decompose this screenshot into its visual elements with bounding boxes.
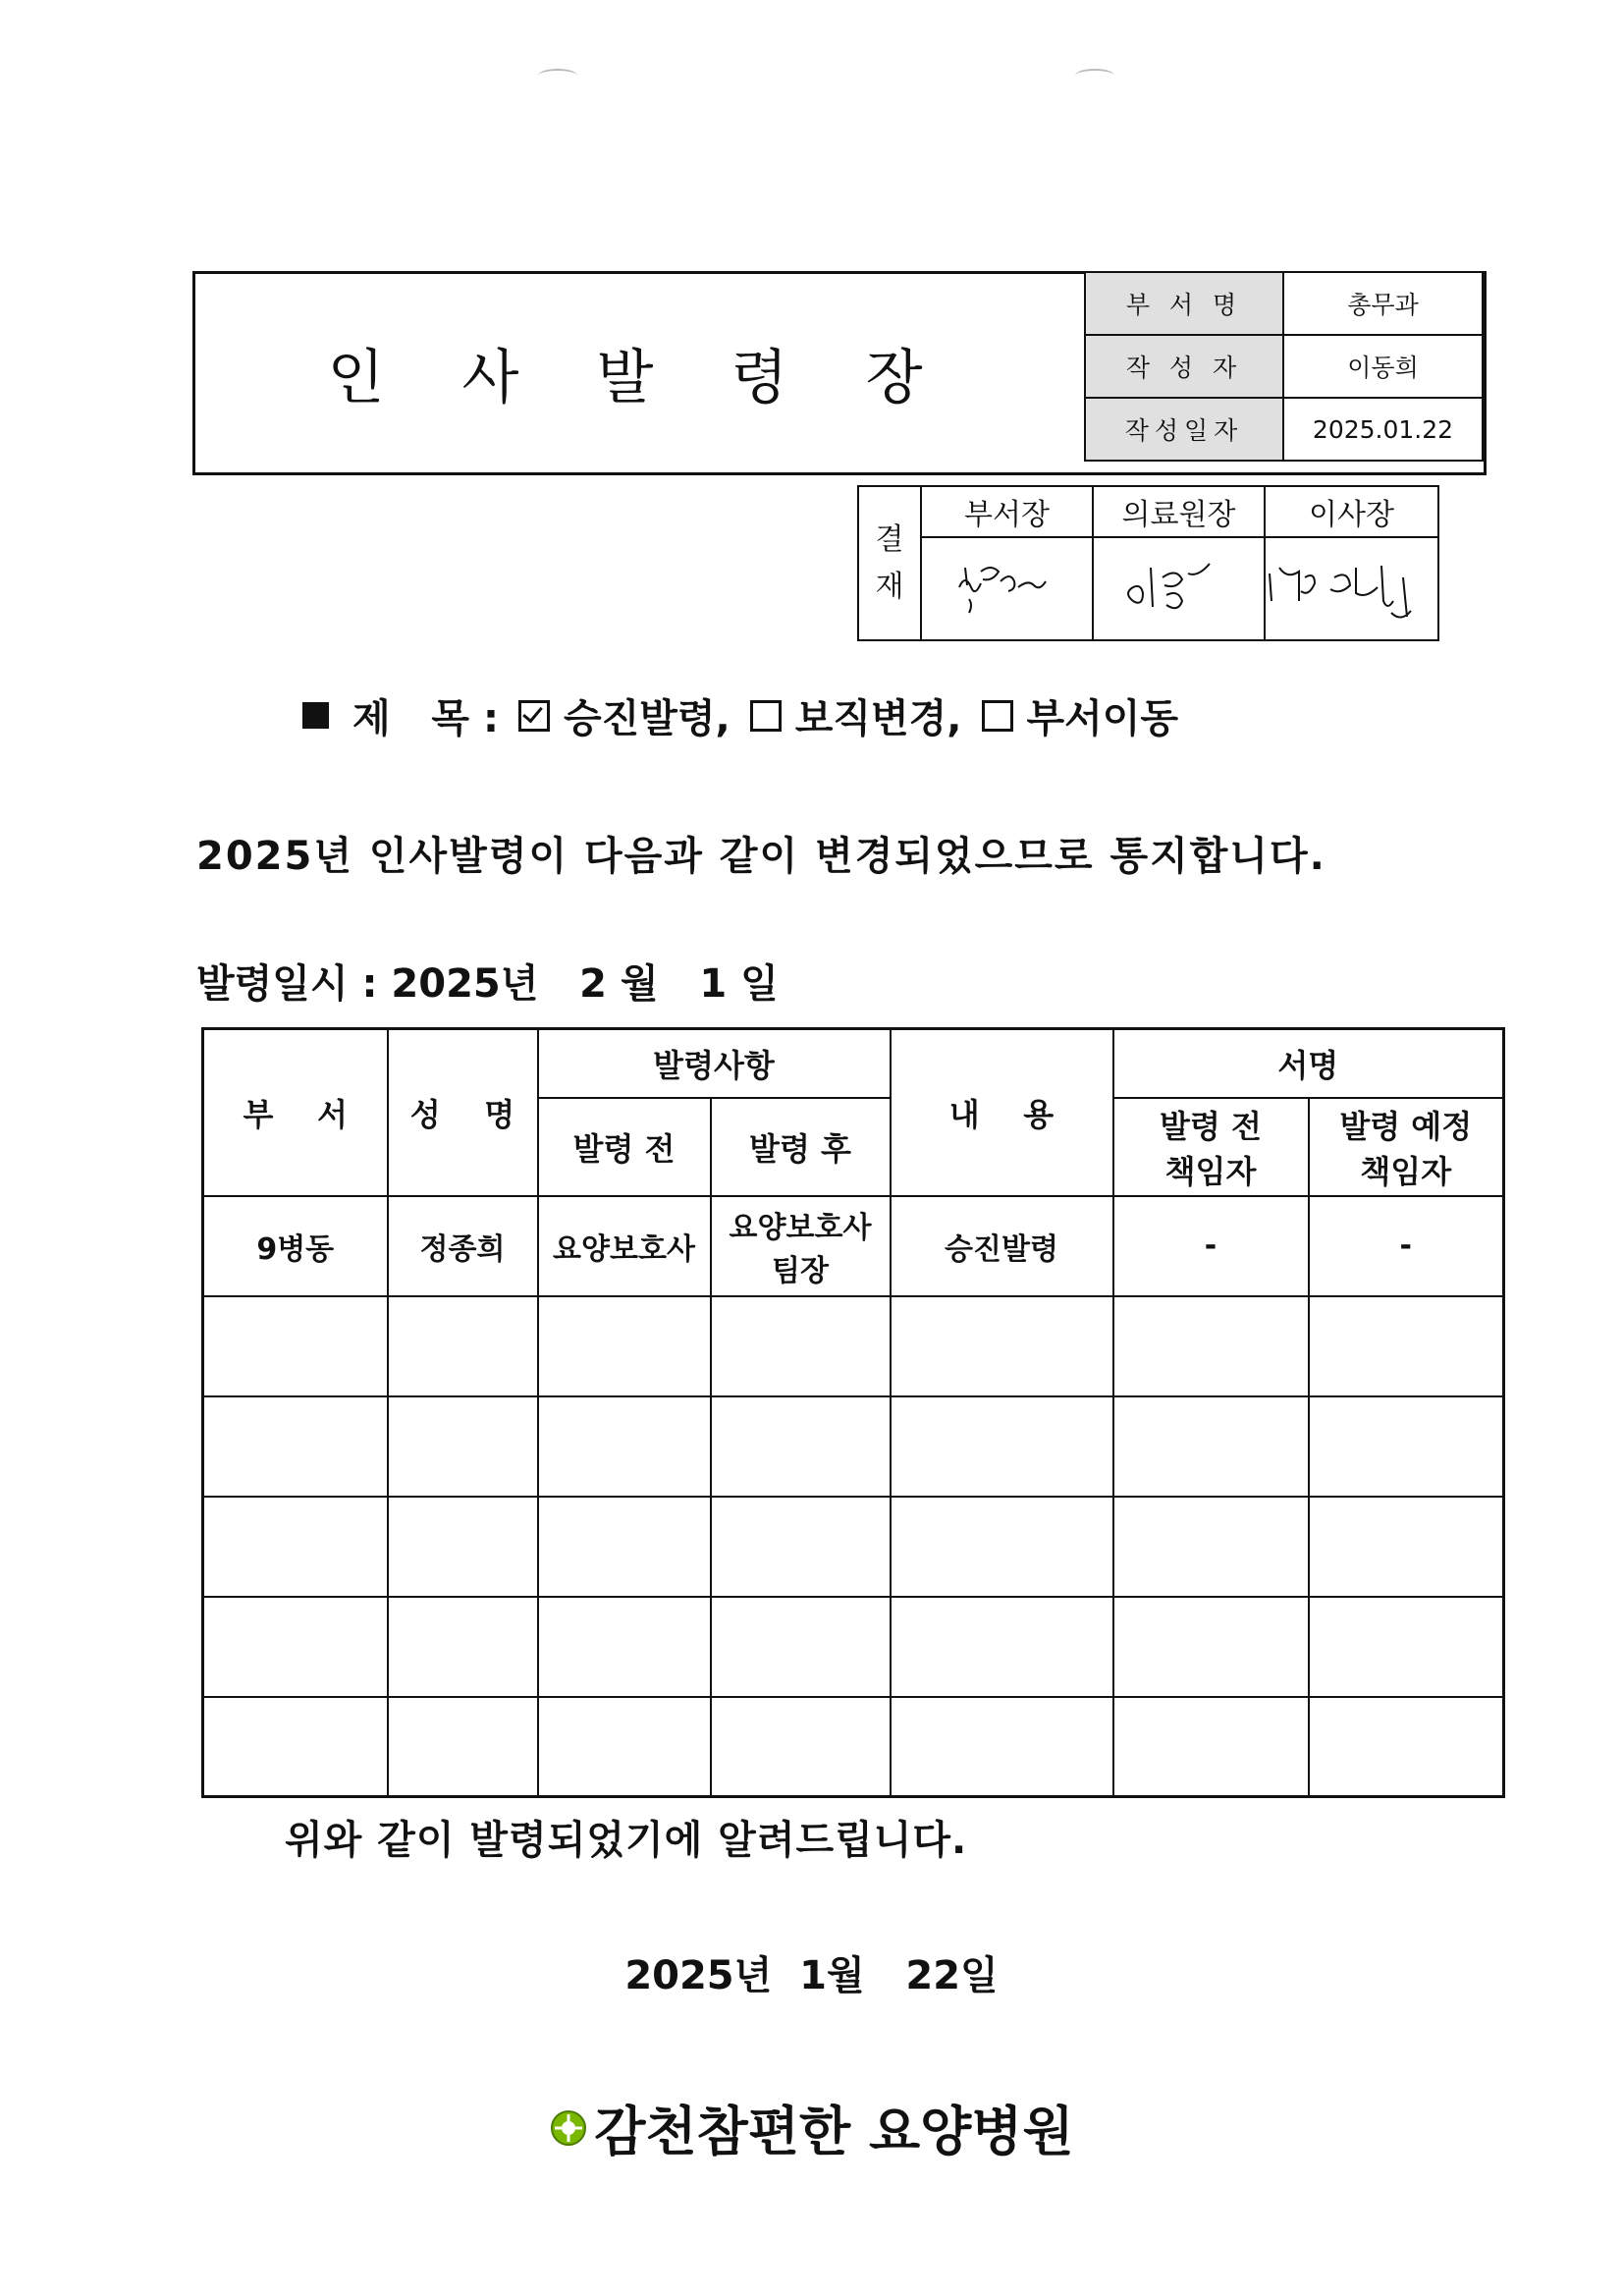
header-name: 성 명 bbox=[388, 1029, 538, 1196]
approval-side-label bbox=[858, 486, 921, 640]
header-sign-after bbox=[1309, 1098, 1504, 1196]
header-box bbox=[192, 271, 1487, 475]
header-sign-before bbox=[1113, 1098, 1309, 1196]
personnel-table bbox=[201, 1027, 1505, 1798]
cell-sign-before: - bbox=[1113, 1196, 1309, 1296]
hospital-logo-icon bbox=[549, 2108, 588, 2148]
dept-value: 총무과 bbox=[1283, 272, 1483, 335]
author-value: 이동희 bbox=[1283, 335, 1483, 398]
cell-after-line1: 요양보호사 bbox=[729, 1210, 872, 1245]
header-sign-after-line1: 발령 예정 bbox=[1339, 1107, 1473, 1145]
punch-mark-left bbox=[538, 69, 577, 82]
signature-chairman bbox=[1265, 537, 1438, 640]
cell-content: 승진발령 bbox=[891, 1196, 1113, 1296]
cell-after-line2: 팀장 bbox=[772, 1253, 829, 1288]
author-label: 작 성 자 bbox=[1085, 335, 1283, 398]
organization-name: 감천참편한 요양병원 bbox=[594, 2101, 1074, 2162]
signature-medical-director-image bbox=[1094, 538, 1264, 631]
approval-side-label-1: 결 bbox=[875, 521, 904, 557]
document-title: 인 사 발 령 장 bbox=[327, 344, 952, 412]
effective-date: 발령일시 : 2025년 2 월 1 일 bbox=[196, 961, 779, 1007]
punch-mark-right bbox=[1075, 69, 1114, 82]
cell-dept: 9병동 bbox=[203, 1196, 388, 1296]
header-order: 발령사항 bbox=[538, 1029, 891, 1098]
approval-role-medical-director: 의료원장 bbox=[1093, 486, 1265, 537]
approval-side-label-2: 재 bbox=[875, 569, 904, 604]
table-row-empty bbox=[203, 1396, 1504, 1497]
header-sign: 서명 bbox=[1113, 1029, 1504, 1098]
date-label: 작성일자 bbox=[1085, 398, 1283, 461]
checkbox-position-change[interactable] bbox=[750, 700, 782, 732]
header-dept: 부 서 bbox=[203, 1029, 388, 1196]
header-sign-before-line1: 발령 전 bbox=[1160, 1107, 1262, 1145]
checkbox-promotion[interactable] bbox=[518, 700, 550, 732]
option-position-change-label: 보직변경, bbox=[794, 696, 962, 741]
signature-dept-head-image bbox=[922, 538, 1092, 631]
cell-after bbox=[711, 1196, 891, 1296]
checkbox-dept-transfer[interactable] bbox=[982, 700, 1013, 732]
date-value: 2025.01.22 bbox=[1283, 398, 1483, 461]
option-promotion-label: 승진발령, bbox=[563, 696, 730, 741]
approval-role-chairman: 이사장 bbox=[1265, 486, 1438, 537]
option-dept-transfer-label: 부서이동 bbox=[1026, 696, 1179, 741]
header-content: 내 용 bbox=[891, 1029, 1113, 1196]
approval-box bbox=[857, 485, 1439, 641]
signature-medical-director bbox=[1093, 537, 1265, 640]
closing-text: 위와 같이 발령되었기에 알려드립니다. bbox=[285, 1818, 968, 1863]
table-row bbox=[203, 1196, 1504, 1296]
document-info-table bbox=[1084, 271, 1484, 462]
subject-label: 제 목 : bbox=[352, 696, 499, 741]
signature-dept-head bbox=[921, 537, 1093, 640]
header-sign-after-line2: 책임자 bbox=[1360, 1152, 1452, 1190]
header-after: 발령 후 bbox=[711, 1098, 891, 1196]
subject-line bbox=[302, 687, 1178, 743]
cell-sign-after: - bbox=[1309, 1196, 1504, 1296]
dept-label: 부 서 명 bbox=[1085, 272, 1283, 335]
table-row-empty bbox=[203, 1597, 1504, 1697]
issue-date: 2025년 1월 22일 bbox=[624, 1953, 999, 1998]
organization-footer bbox=[0, 2090, 1623, 2165]
signature-chairman-image bbox=[1266, 538, 1437, 631]
table-row-empty bbox=[203, 1697, 1504, 1797]
approval-role-dept-head: 부서장 bbox=[921, 486, 1093, 537]
header-before: 발령 전 bbox=[538, 1098, 711, 1196]
notice-text: 2025년 인사발령이 다음과 같이 변경되었으므로 통지합니다. bbox=[196, 834, 1326, 879]
cell-name: 정종희 bbox=[388, 1196, 538, 1296]
cell-before: 요양보호사 bbox=[538, 1196, 711, 1296]
header-sign-before-line2: 책임자 bbox=[1164, 1152, 1257, 1190]
bullet-square-icon bbox=[302, 702, 329, 729]
table-row-empty bbox=[203, 1296, 1504, 1396]
table-row-empty bbox=[203, 1497, 1504, 1597]
